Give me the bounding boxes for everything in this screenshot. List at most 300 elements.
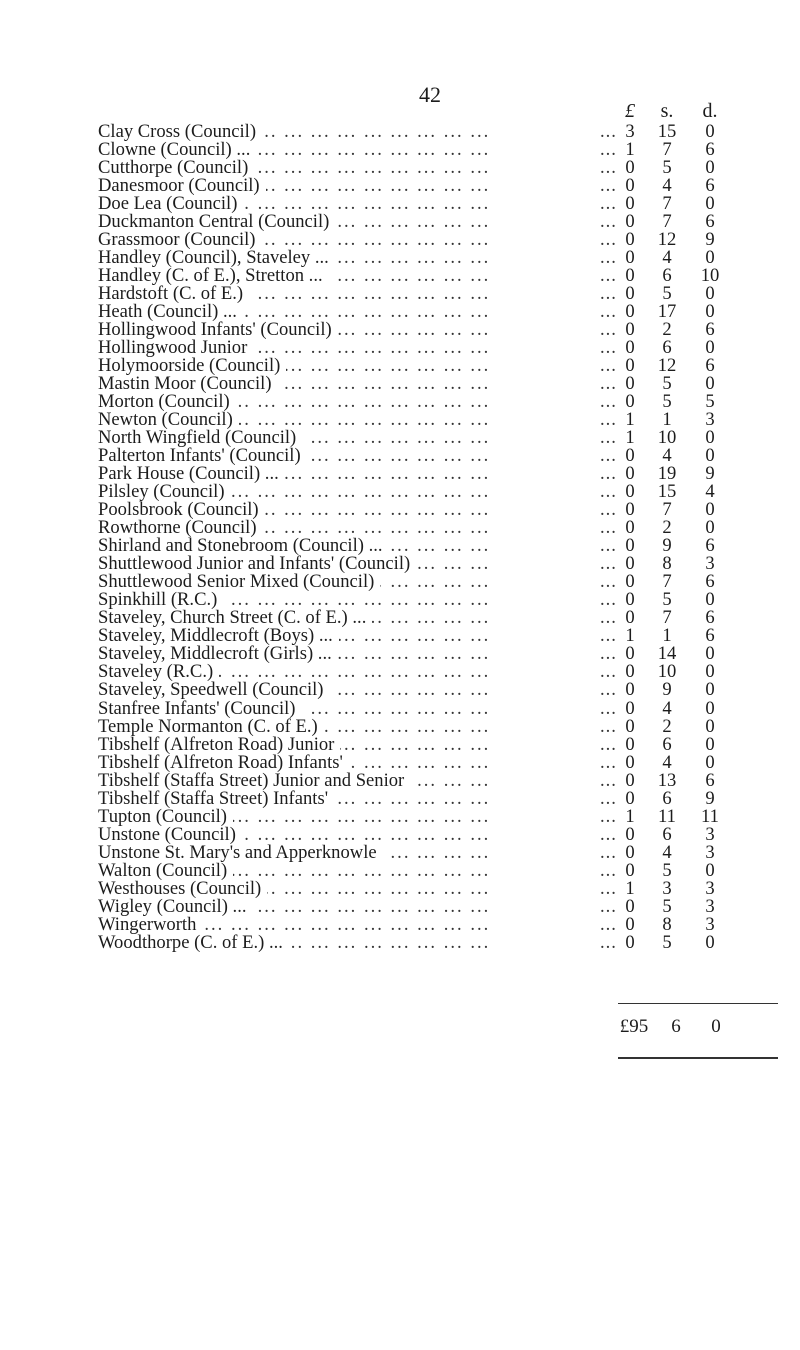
school-name: [98, 663, 598, 681]
dot-leader: ...: [600, 679, 617, 701]
amount-pounds: 0: [625, 895, 635, 917]
ledger-row: [0, 177, 800, 195]
school-name: [98, 700, 598, 718]
amount-pence: 6: [705, 139, 715, 161]
school-name-text: Newton (Council): [98, 411, 239, 429]
school-name-text: Danesmoor (Council): [98, 177, 266, 195]
amount-shillings: 12: [657, 355, 677, 377]
school-name: [98, 826, 598, 844]
school-name: [98, 772, 598, 790]
amount-shillings: 4: [662, 445, 672, 467]
amount-pence: 4: [705, 481, 715, 503]
ledger-row: [0, 411, 800, 429]
ledger-row: [0, 609, 800, 627]
amount-pounds: 0: [625, 769, 635, 791]
total-rule-bottom: [618, 1057, 778, 1059]
amount-shillings: 4: [662, 247, 672, 269]
amount-shillings: 7: [662, 571, 672, 593]
amount-pounds: 0: [625, 823, 635, 845]
ledger-row: [0, 931, 800, 953]
dot-leader: ...: [600, 283, 617, 305]
amount-shillings: 10: [657, 661, 677, 683]
amount-pence: 3: [705, 553, 715, 575]
school-name: [98, 754, 598, 772]
amount-pence: 3: [705, 913, 715, 935]
school-ledger: [0, 123, 800, 952]
school-name-text: Hollingwood Junior: [98, 339, 253, 357]
amount-pounds: 3: [625, 121, 635, 142]
ledger-row: [0, 805, 800, 827]
school-name: [98, 862, 598, 880]
dot-leader: ...: [600, 841, 617, 863]
amount-pounds: 0: [625, 229, 635, 251]
school-name-text: Palterton Infants' (Council): [98, 447, 307, 465]
dot-leader: ...: [600, 463, 617, 485]
amount-shillings: 9: [662, 679, 672, 701]
amount-pence: 0: [705, 517, 715, 539]
dot-leader: ...: [600, 175, 617, 197]
amount-pence: 0: [705, 733, 715, 755]
ledger-row: [0, 249, 800, 267]
ledger-row: [0, 339, 800, 357]
amount-pence: 6: [705, 625, 715, 647]
school-name: [98, 555, 598, 573]
amount-shillings: 2: [662, 517, 672, 539]
amount-pence: 0: [705, 121, 715, 142]
school-name-text: Staveley, Middlecroft (Girls) ...: [98, 645, 338, 663]
amount-shillings: 5: [662, 391, 672, 413]
dot-leader: ...: [600, 823, 617, 845]
amount-shillings: 4: [662, 841, 672, 863]
amount-shillings: 1: [662, 409, 672, 431]
ledger-row: [0, 303, 800, 321]
dot-leader: ...: [600, 265, 617, 287]
amount-shillings: 7: [662, 193, 672, 215]
amount-shillings: 4: [662, 751, 672, 773]
amount-pence: 0: [705, 337, 715, 359]
ledger-row: [0, 913, 800, 935]
school-name: [98, 321, 598, 339]
school-name-text: Pilsley (Council): [98, 483, 231, 501]
amount-shillings: 5: [662, 373, 672, 395]
school-name: [98, 249, 598, 267]
page-number: 42: [419, 82, 441, 107]
ledger-row: [0, 447, 800, 465]
amount-pence: 5: [705, 391, 715, 413]
ledger-row: [0, 141, 800, 159]
amount-pence: 0: [705, 679, 715, 701]
dot-leader: ...: [600, 355, 617, 377]
school-name: [98, 591, 598, 609]
ledger-row: [0, 787, 800, 809]
amount-shillings: 7: [662, 607, 672, 629]
ledger-row: [0, 733, 800, 755]
amount-pounds: 0: [625, 175, 635, 197]
school-name-text: Doe Lea (Council): [98, 195, 243, 213]
amount-pounds: 0: [625, 589, 635, 611]
dot-leader: ...: [600, 787, 617, 809]
school-name: [98, 357, 598, 375]
dot-leader: ...: [600, 715, 617, 737]
amount-shillings: 6: [662, 823, 672, 845]
dot-leader: ...: [600, 859, 617, 881]
school-name: [98, 285, 598, 303]
dot-leader: ...: [600, 499, 617, 521]
amount-pence: 9: [705, 229, 715, 251]
school-name-text: Westhouses (Council): [98, 880, 267, 898]
dot-leader: ...: [600, 661, 617, 683]
total-line: [618, 1016, 778, 1040]
amount-pounds: 0: [625, 517, 635, 539]
dot-leader: ...: [600, 625, 617, 647]
ledger-row: [0, 877, 800, 899]
school-name-text: Unstone (Council): [98, 826, 242, 844]
dot-leader: ...: [600, 211, 617, 233]
school-name-text: Rowthorne (Council): [98, 519, 263, 537]
ledger-row: [0, 555, 800, 573]
amount-shillings: 11: [658, 805, 676, 827]
ledger-row: [0, 697, 800, 719]
school-name: [98, 123, 598, 141]
dot-leader: ...: [600, 517, 617, 539]
dot-leader: ...: [600, 733, 617, 755]
ledger-row: [0, 393, 800, 411]
amount-pounds: 1: [625, 625, 635, 647]
amount-shillings: 2: [662, 319, 672, 341]
amount-pence: 3: [705, 877, 715, 899]
school-name: [98, 465, 598, 483]
ledger-row: [0, 841, 800, 863]
dot-leader: ...: [600, 769, 617, 791]
amount-pounds: 1: [625, 427, 635, 449]
school-name-text: Tibshelf (Alfreton Road) Infants': [98, 754, 349, 772]
school-name: [98, 916, 598, 934]
amount-pence: 0: [705, 859, 715, 881]
amount-pence: 9: [705, 787, 715, 809]
school-name: [98, 790, 598, 808]
ledger-row: [0, 751, 800, 773]
school-name: [98, 609, 598, 627]
amount-pence: 0: [705, 697, 715, 719]
amount-pence: 6: [705, 211, 715, 233]
amount-shillings: 6: [662, 787, 672, 809]
school-name: [98, 880, 598, 898]
dot-leader: ...: [600, 391, 617, 413]
amount-shillings: 7: [662, 211, 672, 233]
amount-shillings: 1: [662, 625, 672, 647]
amount-shillings: 6: [662, 265, 672, 287]
ledger-row: [0, 195, 800, 213]
ledger-row: [0, 573, 800, 591]
ledger-row: [0, 231, 800, 249]
ledger-row: [0, 375, 800, 393]
ledger-row: [0, 159, 800, 177]
amount-pence: 0: [705, 643, 715, 665]
amount-pounds: 0: [625, 553, 635, 575]
ledger-row: [0, 501, 800, 519]
amount-shillings: 7: [662, 139, 672, 161]
amount-shillings: 14: [657, 643, 677, 665]
amount-pounds: 0: [625, 247, 635, 269]
school-name-text: Clay Cross (Council): [98, 123, 262, 141]
ledger-row: [0, 645, 800, 663]
dot-leader: ...: [600, 589, 617, 611]
ledger-row: [0, 627, 800, 645]
amount-pence: 0: [705, 427, 715, 449]
total-pounds: £95: [619, 1016, 649, 1037]
school-name: [98, 519, 598, 537]
amount-pounds: 0: [625, 265, 635, 287]
dot-leader: ...: [600, 139, 617, 161]
dot-leader: ...: [600, 157, 617, 179]
amount-pounds: 0: [625, 535, 635, 557]
school-name-text: Staveley (R.C.): [98, 663, 219, 681]
amount-shillings: 8: [662, 553, 672, 575]
amount-pence: 3: [705, 895, 715, 917]
school-name: [98, 645, 598, 663]
amount-pounds: 0: [625, 373, 635, 395]
dot-leader: ...: [600, 805, 617, 827]
school-name: [98, 339, 598, 357]
amount-pounds: 1: [625, 877, 635, 899]
school-name: [98, 501, 598, 519]
amount-pounds: 0: [625, 157, 635, 179]
dot-leader: ...: [600, 751, 617, 773]
amount-pounds: 0: [625, 751, 635, 773]
school-name-text: Staveley, Middlecroft (Boys) ...: [98, 627, 339, 645]
amount-pounds: 0: [625, 319, 635, 341]
dot-leader: ...: [600, 121, 617, 142]
amount-shillings: 5: [662, 895, 672, 917]
amount-shillings: 4: [662, 697, 672, 719]
ledger-row: [0, 537, 800, 555]
amount-pounds: 0: [625, 463, 635, 485]
ledger-row: [0, 357, 800, 375]
amount-pounds: 1: [625, 139, 635, 161]
amount-shillings: 5: [662, 589, 672, 611]
amount-pence: 6: [705, 319, 715, 341]
dot-leader: ...: [600, 913, 617, 935]
school-name-text: Handley (C. of E.), Stretton ...: [98, 267, 329, 285]
amount-pence: 6: [705, 571, 715, 593]
school-name-text: Unstone St. Mary's and Apperknowle: [98, 844, 383, 862]
school-name-text: Spinkhill (R.C.): [98, 591, 223, 609]
amount-pence: 0: [705, 445, 715, 467]
school-name-text: Grassmoor (Council): [98, 231, 262, 249]
amount-pounds: 0: [625, 841, 635, 863]
amount-shillings: 17: [657, 301, 677, 323]
school-name: [98, 267, 598, 285]
ledger-row: [0, 483, 800, 501]
total-rule-top: [618, 1003, 778, 1004]
amount-shillings: 5: [662, 157, 672, 179]
amount-pounds: 0: [625, 859, 635, 881]
dot-leader: ...: [600, 535, 617, 557]
amount-pounds: 0: [625, 661, 635, 683]
amount-pence: 0: [705, 283, 715, 305]
dot-leader: ...: [600, 553, 617, 575]
amount-pence: 0: [705, 931, 715, 953]
amount-shillings: 5: [662, 931, 672, 953]
amount-pounds: 0: [625, 391, 635, 413]
amount-pence: 0: [705, 301, 715, 323]
amount-shillings: 6: [662, 337, 672, 359]
ledger-row: [0, 663, 800, 681]
amount-pence: 9: [705, 463, 715, 485]
school-name-text: Shirland and Stonebroom (Council) ...: [98, 537, 389, 555]
amount-pounds: 0: [625, 787, 635, 809]
amount-pence: 0: [705, 373, 715, 395]
school-name-text: Tibshelf (Staffa Street) Junior and Senior: [98, 772, 410, 790]
school-name: [98, 718, 598, 736]
school-name-text: Wingerworth: [98, 916, 202, 934]
dot-leader: ...: [600, 229, 617, 251]
amount-shillings: 6: [662, 733, 672, 755]
amount-pence: 0: [705, 751, 715, 773]
amount-pounds: 0: [625, 301, 635, 323]
amount-pence: 0: [705, 661, 715, 683]
amount-pounds: 0: [625, 715, 635, 737]
school-name: [98, 411, 598, 429]
dot-leader: ...: [600, 481, 617, 503]
amount-shillings: 2: [662, 715, 672, 737]
dot-leader: ...: [600, 571, 617, 593]
dot-leader: ...: [600, 931, 617, 953]
amount-shillings: 7: [662, 499, 672, 521]
school-name-text: Holymoorside (Council): [98, 357, 286, 375]
school-name-text: Hollingwood Infants' (Council): [98, 321, 338, 339]
dot-leader: ...: [600, 373, 617, 395]
amount-shillings: 19: [657, 463, 677, 485]
ledger-row: [0, 321, 800, 339]
amount-pence: 6: [705, 535, 715, 557]
pounds-header: £: [625, 100, 635, 122]
amount-pence: 0: [705, 247, 715, 269]
amount-shillings: 4: [662, 175, 672, 197]
amount-pounds: 0: [625, 697, 635, 719]
school-name-text: Park House (Council) ...: [98, 465, 285, 483]
amount-shillings: 15: [657, 121, 677, 142]
school-name-text: Heath (Council) ...: [98, 303, 243, 321]
dot-leader: ...: [600, 643, 617, 665]
school-name-text: Temple Normanton (C. of E.): [98, 718, 324, 736]
dot-leader: ...: [600, 193, 617, 215]
school-name-text: Tibshelf (Alfreton Road) Junior: [98, 736, 340, 754]
amount-pounds: 1: [625, 805, 635, 827]
amount-shillings: 8: [662, 913, 672, 935]
ledger-row: [0, 769, 800, 791]
school-name: [98, 573, 598, 591]
amount-pounds: 0: [625, 571, 635, 593]
school-name: [98, 375, 598, 393]
school-name: [98, 447, 598, 465]
amount-pence: 3: [705, 823, 715, 845]
amount-pence: 6: [705, 769, 715, 791]
school-name: [98, 736, 598, 754]
amount-pounds: 0: [625, 607, 635, 629]
amount-pence: 11: [701, 805, 719, 827]
ledger-row: [0, 681, 800, 699]
ledger-row: [0, 859, 800, 881]
school-name: [98, 429, 598, 447]
dot-leader: ...: [600, 427, 617, 449]
school-name: [98, 303, 598, 321]
school-name-text: North Wingfield (Council): [98, 429, 302, 447]
amount-shillings: 15: [657, 481, 677, 503]
school-name: [98, 681, 598, 699]
school-name: [98, 934, 598, 952]
ledger-row: [0, 123, 800, 141]
amount-shillings: 5: [662, 859, 672, 881]
dot-leader: ...: [600, 607, 617, 629]
ledger-row: [0, 519, 800, 537]
amount-pence: 0: [705, 715, 715, 737]
ledger-row: [0, 715, 800, 737]
ledger-row: [0, 213, 800, 231]
amount-pounds: 0: [625, 445, 635, 467]
ledger-row: [0, 465, 800, 483]
ledger-row: [0, 429, 800, 447]
school-name: [98, 393, 598, 411]
school-name: [98, 231, 598, 249]
amount-shillings: 10: [657, 427, 677, 449]
amount-pence: 0: [705, 499, 715, 521]
amount-pounds: 0: [625, 733, 635, 755]
school-name-text: Handley (Council), Staveley ...: [98, 249, 335, 267]
total-pence: 0: [711, 1016, 721, 1037]
shillings-header: s.: [660, 100, 674, 122]
school-name-text: Woodthorpe (C. of E.) ...: [98, 934, 289, 952]
amount-pence: 3: [705, 409, 715, 431]
school-name: [98, 177, 598, 195]
ledger-row: [0, 591, 800, 609]
school-name-text: Wigley (Council) ...: [98, 898, 253, 916]
school-name-text: Walton (Council): [98, 862, 233, 880]
amount-pounds: 0: [625, 355, 635, 377]
dot-leader: ...: [600, 877, 617, 899]
amount-pounds: 0: [625, 679, 635, 701]
total-shillings: 6: [671, 1016, 681, 1037]
amount-pounds: 0: [625, 481, 635, 503]
amount-pence: 10: [700, 265, 720, 287]
school-name-text: Duckmanton Central (Council): [98, 213, 335, 231]
school-name: [98, 627, 598, 645]
amount-pounds: 0: [625, 283, 635, 305]
amount-pounds: 0: [625, 931, 635, 953]
dot-leader: ...: [600, 301, 617, 323]
school-name: [98, 537, 598, 555]
ledger-row: [0, 267, 800, 285]
school-name-text: Shuttlewood Senior Mixed (Council): [98, 573, 380, 591]
pence-header: d.: [702, 100, 718, 122]
amount-pence: 0: [705, 589, 715, 611]
amount-pence: 6: [705, 355, 715, 377]
ledger-row: [0, 823, 800, 845]
amount-shillings: 5: [662, 283, 672, 305]
dot-leader: ...: [600, 409, 617, 431]
school-name: [98, 483, 598, 501]
amount-shillings: 3: [662, 877, 672, 899]
school-name-text: Morton (Council): [98, 393, 236, 411]
amount-shillings: 9: [662, 535, 672, 557]
school-name-text: Mastin Moor (Council): [98, 375, 278, 393]
school-name-text: Clowne (Council) ...: [98, 141, 256, 159]
school-name: [98, 844, 598, 862]
amount-pence: 6: [705, 607, 715, 629]
school-name-text: Tibshelf (Staffa Street) Infants': [98, 790, 334, 808]
school-name-text: Tupton (Council): [98, 808, 233, 826]
school-name-text: Staveley, Church Street (C. of E.) ...: [98, 609, 372, 627]
